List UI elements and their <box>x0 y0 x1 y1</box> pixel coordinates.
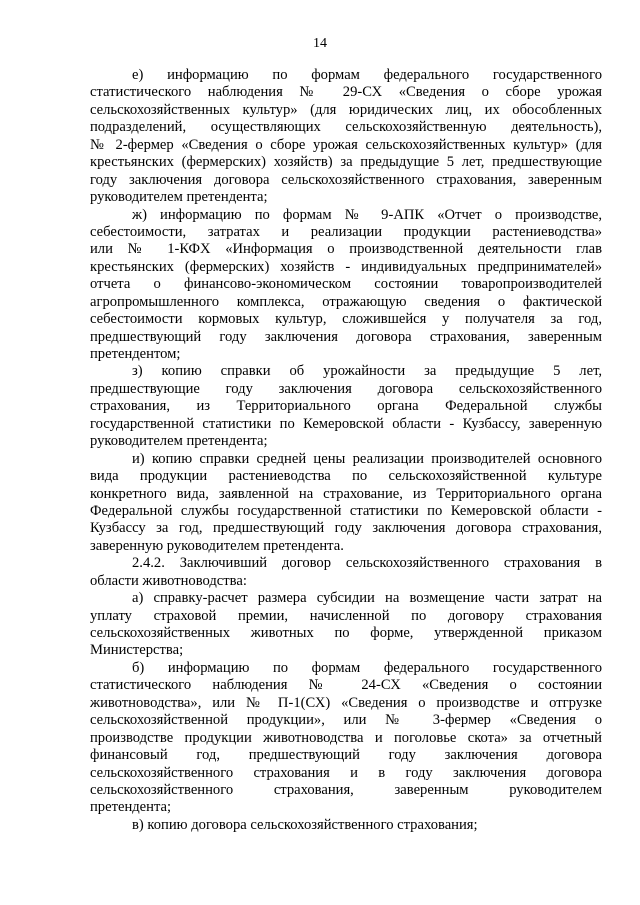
text-line: году заключения договора сельскохозяйственного страхования, заверенным <box>90 171 602 188</box>
body-text <box>90 67 602 834</box>
text-line: себестоимости, затратах и реализации продукции растениеводства» <box>90 223 602 240</box>
paragraph-item-z <box>90 363 602 450</box>
text-line: претендентом; <box>90 346 181 362</box>
text-line: 2.4.2. Заключивший договор сельскохозяйственного страхования в <box>132 555 602 572</box>
text-line: статистического наблюдения № 24-СХ «Сведения о состоянии <box>90 677 602 694</box>
text-line: страхования, из Территориального органа Федеральной службы <box>90 398 602 415</box>
text-line: себестоимости кормовых культур, сложившейся у получателя за год, <box>90 311 602 328</box>
paragraph-item-zh <box>90 207 602 364</box>
text-line: вида продукции растениеводства по сельскохозяйственной культуре <box>90 468 602 485</box>
text-line: или № 1-КФХ «Информация о производственной деятельности глав <box>90 241 602 258</box>
text-line: б) информацию по формам федерального государственного <box>132 659 602 676</box>
text-line: сельскохозяйственного страхования и в году заключения договора <box>90 764 602 781</box>
text-line: сельскохозяйственной продукции», или № 3-фермер «Сведения о <box>90 712 602 729</box>
text-line: № 2-фермер «Сведения о сборе урожая сельскохозяйственных культур» (для <box>90 136 602 153</box>
text-line: конкретного вида, заявленной на страхование, из Территориального органа <box>90 485 602 502</box>
text-line: статистического наблюдения № 29-СХ «Сведения о сборе урожая <box>90 84 602 101</box>
paragraph-item-a <box>90 590 602 660</box>
text-line: и) копию справки средней цены реализации производителей основного <box>132 450 602 467</box>
paragraph-item-v <box>90 817 602 834</box>
text-line: заверенную руководителем претендента. <box>90 537 344 554</box>
text-line: Кузбассу за год, предшествующий году заключения договора страхования, <box>90 520 602 537</box>
text-line: сельскохозяйственного страхования, заверенным руководителем <box>90 781 602 798</box>
text-line: в) копию договора сельскохозяйственного страхования; <box>132 816 478 833</box>
text-line: претендента; <box>90 799 172 816</box>
text-line: области животноводства: <box>90 572 247 589</box>
text-line: Федеральной службы государственной статистики по Кемеровской области - <box>90 502 602 519</box>
text-line: руководителем претендента; <box>90 189 268 206</box>
text-line: отчета о финансово-экономическом состоянии товаропроизводителей <box>90 276 602 293</box>
text-line: животноводства», или № П-1(СХ) «Сведения о производстве и отгрузке <box>90 694 602 711</box>
paragraph-item-b <box>90 660 602 817</box>
text-line: ж) информацию по формам № 9-АПК «Отчет о производстве, <box>132 206 602 223</box>
text-line: производстве продукции животноводства и поголовье скота» за отчетный <box>90 729 602 746</box>
text-line: агропромышленного комплекса, отражающую сведения о фактической <box>90 293 602 310</box>
text-line: крестьянских (фермерских) хозяйств - индивидуальных предпринимателей» <box>90 258 602 275</box>
text-line: предшествующий году заключения договора страхования, заверенным <box>90 328 602 345</box>
text-line: государственной статистики по Кемеровской области - Кузбассу, заверенную <box>90 415 602 432</box>
text-line: подразделений, осуществляющих сельскохозяйственную деятельность), <box>90 119 602 136</box>
text-line: крестьянских (фермерских) хозяйств) за предыдущие 5 лет, предшествующие <box>90 154 602 171</box>
text-line: з) копию справки об урожайности за предыдущие 5 лет, <box>132 363 602 380</box>
paragraph-item-i <box>90 451 602 556</box>
text-line: руководителем претендента; <box>90 433 268 450</box>
text-line: уплату страховой премии, начисленной по договору страхования <box>90 607 602 624</box>
text-line: финансовый год, предшествующий году заключения договора <box>90 747 602 764</box>
text-line: е) информацию по формам федерального государственного <box>132 67 602 83</box>
paragraph-section-2-4-2 <box>90 555 602 590</box>
text-line: сельскохозяйственных культур» (для юридических лиц, их обособленных <box>90 101 602 118</box>
text-line: сельскохозяйственных животных по форме, утвержденной приказом <box>90 625 602 641</box>
page-number: 14 <box>313 36 327 51</box>
text-line: предшествующие году заключения договора сельскохозяйственного <box>90 380 602 397</box>
text-line: Министерства; <box>90 642 184 659</box>
paragraph-item-e <box>90 67 602 207</box>
text-line: а) справку-расчет размера субсидии на возмещение части затрат на <box>132 590 602 607</box>
